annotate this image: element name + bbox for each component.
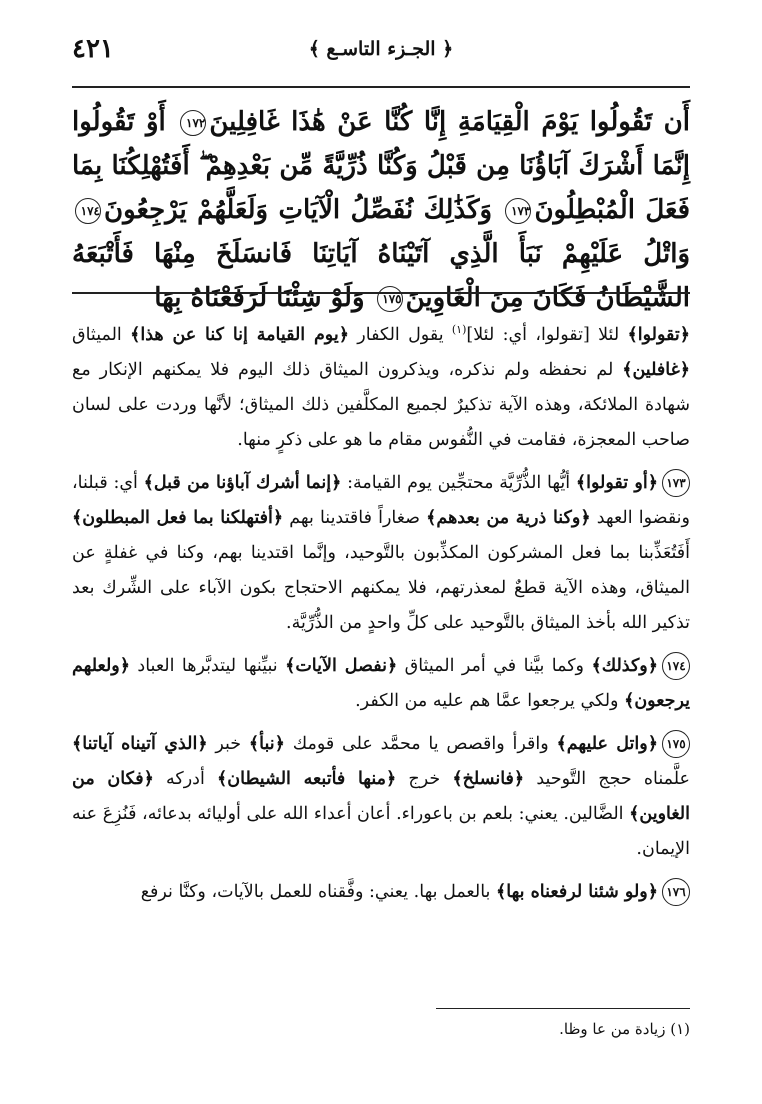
quoted-quran-phrase: ﴿نفصل الآيات﴾	[285, 655, 398, 676]
commentary-text: يقول الكفار	[348, 324, 452, 345]
verse-number-badge: ١٧٥	[662, 730, 690, 758]
quoted-quran-phrase: ﴿وكنا ذرية من بعدهم﴾	[426, 507, 591, 528]
ayah-number-marker: ١٧٤	[75, 198, 101, 224]
quoted-quran-phrase: ﴿ولو شئنا لرفعناه بها﴾	[495, 881, 658, 902]
commentary-paragraph	[72, 312, 690, 458]
commentary-paragraph	[72, 466, 690, 641]
commentary-text: نبيِّنها ليتدبَّرها العباد	[130, 655, 286, 676]
quoted-quran-phrase: ﴿منها فأتبعه الشيطان﴾	[217, 768, 397, 789]
header-rule	[72, 86, 690, 88]
quoted-quran-phrase: ﴿واتل عليهم﴾	[556, 733, 658, 754]
quoted-quran-phrase: ﴿فانسلخ﴾	[452, 768, 525, 789]
ayah-number-marker: ١٧٥	[377, 286, 403, 312]
quoted-quran-phrase: ﴿تقولوا﴾	[627, 324, 690, 345]
verse-number-badge: ١٧٦	[662, 878, 690, 906]
commentary-text: وكما بيَّنا في أمر الميثاق	[397, 655, 592, 676]
quran-rule	[72, 292, 690, 294]
commentary-block	[72, 312, 690, 918]
commentary-text: أدركه	[153, 768, 218, 789]
quoted-quran-phrase: ﴿فكان من الغاوين﴾	[72, 768, 690, 824]
commentary-text: ولكي يرجعوا عمَّا هم عليه من الكفر.	[355, 690, 625, 711]
commentary-text: خرج	[396, 768, 453, 789]
quoted-quran-phrase: ﴿غافلين﴾	[622, 359, 690, 380]
ayah-text: أَوْ تَقُولُوا إِنَّمَا أَشْرَكَ آبَاؤُنَا مِن قَبْلُ وَكُنَّا ذُرِّيَّةً مِّن بَعْدِهِمْ ۖ أَفَتُهْلِكُنَا بِمَا فَعَلَ الْمُبْطِلُونَ	[72, 107, 690, 225]
commentary-text: الميثاق	[72, 324, 131, 345]
quoted-quran-phrase: ﴿الذي آتيناه آياتنا﴾	[72, 733, 208, 754]
commentary-text: علَّمناه حجج التَّوحيد	[524, 768, 690, 789]
ayah-text: وَكَذَٰلِكَ نُفَصِّلُ الْآيَاتِ وَلَعَلَّهُمْ يَرْجِعُونَ	[104, 195, 503, 225]
quran-text-block	[72, 100, 690, 320]
part-title: ﴿ الجـزء التاسـع ﴾	[308, 38, 454, 60]
ayah-text: وَاتْلُ عَلَيْهِمْ نَبَأَ الَّذِي آتَيْنَاهُ آيَاتِنَا فَانسَلَخَ مِنْهَا فَأَتْبَعَهُ الشَّيْطَانُ فَكَانَ مِنَ الْغَاوِينَ	[72, 239, 690, 313]
quoted-quran-phrase: ﴿إنما أشرك آباؤنا من قبل﴾	[143, 472, 342, 493]
commentary-paragraph	[72, 727, 690, 867]
commentary-text: أي: قبلنا، ونقضوا العهد	[72, 472, 690, 528]
ayah-number-marker: ١٧٣	[505, 198, 531, 224]
commentary-text: لئلا [تقولوا، أي: لئلا]	[466, 324, 628, 345]
quoted-quran-phrase: ﴿نبأ﴾	[248, 733, 285, 754]
page-number: ٤٢١	[72, 34, 114, 64]
verse-number-badge: ١٧٣	[662, 469, 690, 497]
quoted-quran-phrase: ﴿أو تقولوا﴾	[575, 472, 658, 493]
footnote-reference: (١)	[451, 323, 467, 336]
ayah-number-marker: ١٧٢	[180, 110, 206, 136]
commentary-text: بالعمل بها. يعني: وفَّقناه للعمل بالآيات، وكنَّا نرفع	[140, 881, 496, 902]
commentary-text: واقرأ واقصص يا محمَّد على قومك	[284, 733, 557, 754]
quoted-quran-phrase: ﴿ولعلهم يرجعون﴾	[72, 655, 690, 711]
quoted-quran-phrase: ﴿يوم القيامة إنا كنا عن هذا﴾	[130, 324, 349, 345]
verse-number-badge: ١٧٤	[662, 652, 690, 680]
ayah-text: وَلَوْ شِئْنَا لَرَفَعْنَاهُ بِهَا	[154, 283, 374, 313]
commentary-paragraph	[72, 649, 690, 719]
commentary-text: الضَّالين. يعني: بلعم بن باعوراء. أعان أعداء الله على أوليائه بدعائه، فَنُزِعَ عنه الإيمان.	[72, 803, 690, 859]
commentary-text: أيُّها الذُّرِّيَّة محتجِّين يوم القيامة:	[341, 472, 576, 493]
quoted-quran-phrase: ﴿أفتهلكنا بما فعل المبطلون﴾	[72, 507, 284, 528]
page-header	[72, 34, 690, 74]
footnote: (١) زيادة من عا وظا.	[559, 1020, 690, 1038]
commentary-text: صغاراً فاقتدينا بهم	[283, 507, 427, 528]
commentary-text: أَفَتُعَذِّبنا بما فعل المشركون المكذِّبون بالتَّوحيد، وإنَّما اقتدينا بهم، وكنا في غفلةٍ عن الميثاق، وهذه الآية قطعٌ لمعذرتهم، فلا يمكنهم الاحتجاج بكون الآباء على الشِّرك بعد تذكير الله بأخذ الميثاق بالتَّوحيد على كلِّ واحدٍ من الذُّرِّيَّة.	[72, 542, 690, 633]
ayah-text: أَن تَقُولُوا يَوْمَ الْقِيَامَةِ إِنَّا كُنَّا عَنْ هَٰذَا غَافِلِينَ	[209, 107, 691, 137]
commentary-text: لم نحفظه ولم نذكره، ويذكرون الميثاق ذلك اليوم فلا يمكنهم الإنكار مع شهادة الملائكة، وهذه الآية تذكيرٌ لجميع المكلَّفين ذلك الميثاق؛ لأنَّها وردت على لسان صاحب المعجزة، فقامت في النُّفوس مقام ما هو على ذكرٍ منها.	[72, 359, 690, 450]
commentary-text: خبر	[207, 733, 249, 754]
quoted-quran-phrase: ﴿وكذلك﴾	[591, 655, 659, 676]
commentary-paragraph	[72, 875, 690, 910]
footnote-rule	[436, 1008, 690, 1009]
